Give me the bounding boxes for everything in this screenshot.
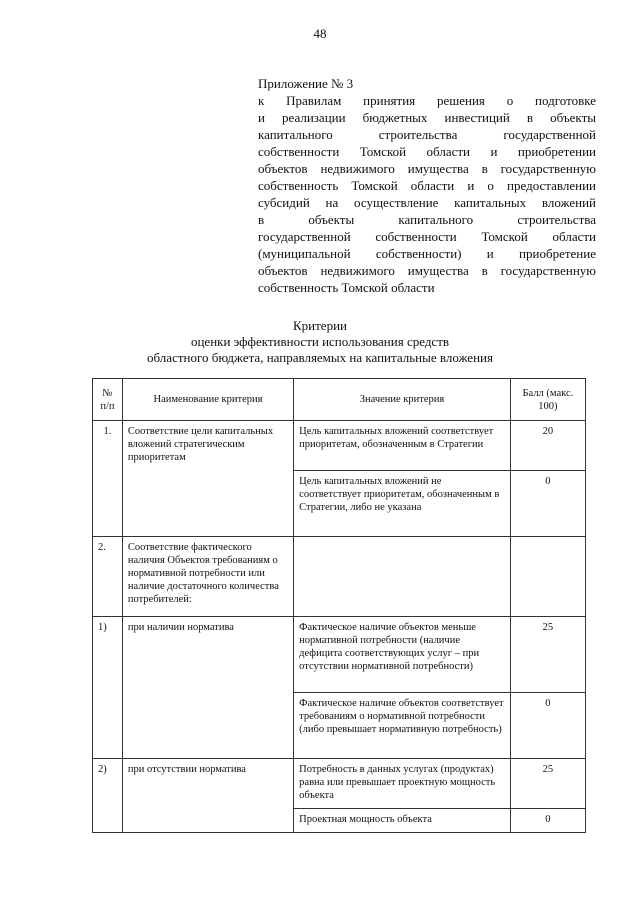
table-row (93, 537, 586, 617)
title-line: оценки эффективности использования средств (190, 334, 450, 349)
row-score: 0 (510, 809, 585, 833)
row-criterion: Соответствие цели капитальных вложений стратегическим приоритетам (122, 421, 293, 537)
page-number: 48 (313, 26, 327, 41)
appendix-line: объектов недвижимого имущества в государственную (258, 263, 596, 278)
table-row (93, 421, 586, 471)
appendix-line: субсидий на осуществление капитальных вложений (258, 195, 596, 210)
appendix-line: государственной собственности Томской области (258, 229, 596, 244)
appendix-block (258, 75, 596, 296)
row-value: Цель капитальных вложений не соответствует приоритетам, обозначенным в Стратегии, либо не указана (294, 471, 511, 537)
appendix-heading: Приложение № 3 (258, 76, 354, 91)
appendix-line: в объекты капитального строительства (258, 212, 596, 227)
title-line: Критерии (293, 318, 347, 333)
row-criterion: Соответствие фактического наличия Объектов требованиям о нормативной потребности или наличие достаточного количества потребителей: (122, 537, 293, 617)
row-num: 2. (93, 537, 123, 617)
document-title (0, 318, 640, 366)
row-value: Потребность в данных услугах (продуктах) равна или превышает проектную мощность объекта (294, 759, 511, 809)
appendix-line: собственность Томской области (258, 280, 435, 295)
header-value: Значение критерия (294, 379, 511, 421)
row-criterion: при наличии норматива (122, 617, 293, 759)
row-value: Фактическое наличие объектов меньше нормативной потребности (наличие дефицита соответствующих услуг – при отсутствии нормативной потребности) (294, 617, 511, 693)
appendix-line: капитального строительства государственной (258, 127, 596, 142)
row-score: 20 (510, 421, 585, 471)
row-value: Проектная мощность объекта (294, 809, 511, 833)
criteria-table (92, 378, 586, 833)
row-num: 1. (93, 421, 123, 537)
row-value-empty (294, 537, 511, 617)
row-score: 0 (510, 693, 585, 759)
appendix-line: объектов недвижимого имущества в государственную (258, 161, 596, 176)
header-name: Наименование критерия (122, 379, 293, 421)
table-header-row (93, 379, 586, 421)
appendix-line: к Правилам принятия решения о подготовке (258, 93, 596, 108)
header-num: № п/п (93, 379, 123, 421)
row-value: Цель капитальных вложений соответствует приоритетам, обозначенным в Стратегии (294, 421, 511, 471)
row-score: 25 (510, 617, 585, 693)
row-score-empty (510, 537, 585, 617)
appendix-line: (муниципальной собственности) и приобретение (258, 246, 596, 261)
row-criterion: при отсутствии норматива (122, 759, 293, 833)
row-score: 25 (510, 759, 585, 809)
header-score: Балл (макс. 100) (510, 379, 585, 421)
row-num: 2) (93, 759, 123, 833)
title-line: областного бюджета, направляемых на капитальные вложения (147, 350, 493, 365)
row-value: Фактическое наличие объектов соответствует требованиям о нормативной потребности (либо превышает нормативную потребность) (294, 693, 511, 759)
row-score: 0 (510, 471, 585, 537)
appendix-line: и реализации бюджетных инвестиций в объекты (258, 110, 596, 125)
table-row (93, 759, 586, 809)
row-num: 1) (93, 617, 123, 759)
table-row (93, 617, 586, 693)
appendix-line: собственности Томской области и приобретении (258, 144, 596, 159)
appendix-line: собственность Томской области и о предоставлении (258, 178, 596, 193)
